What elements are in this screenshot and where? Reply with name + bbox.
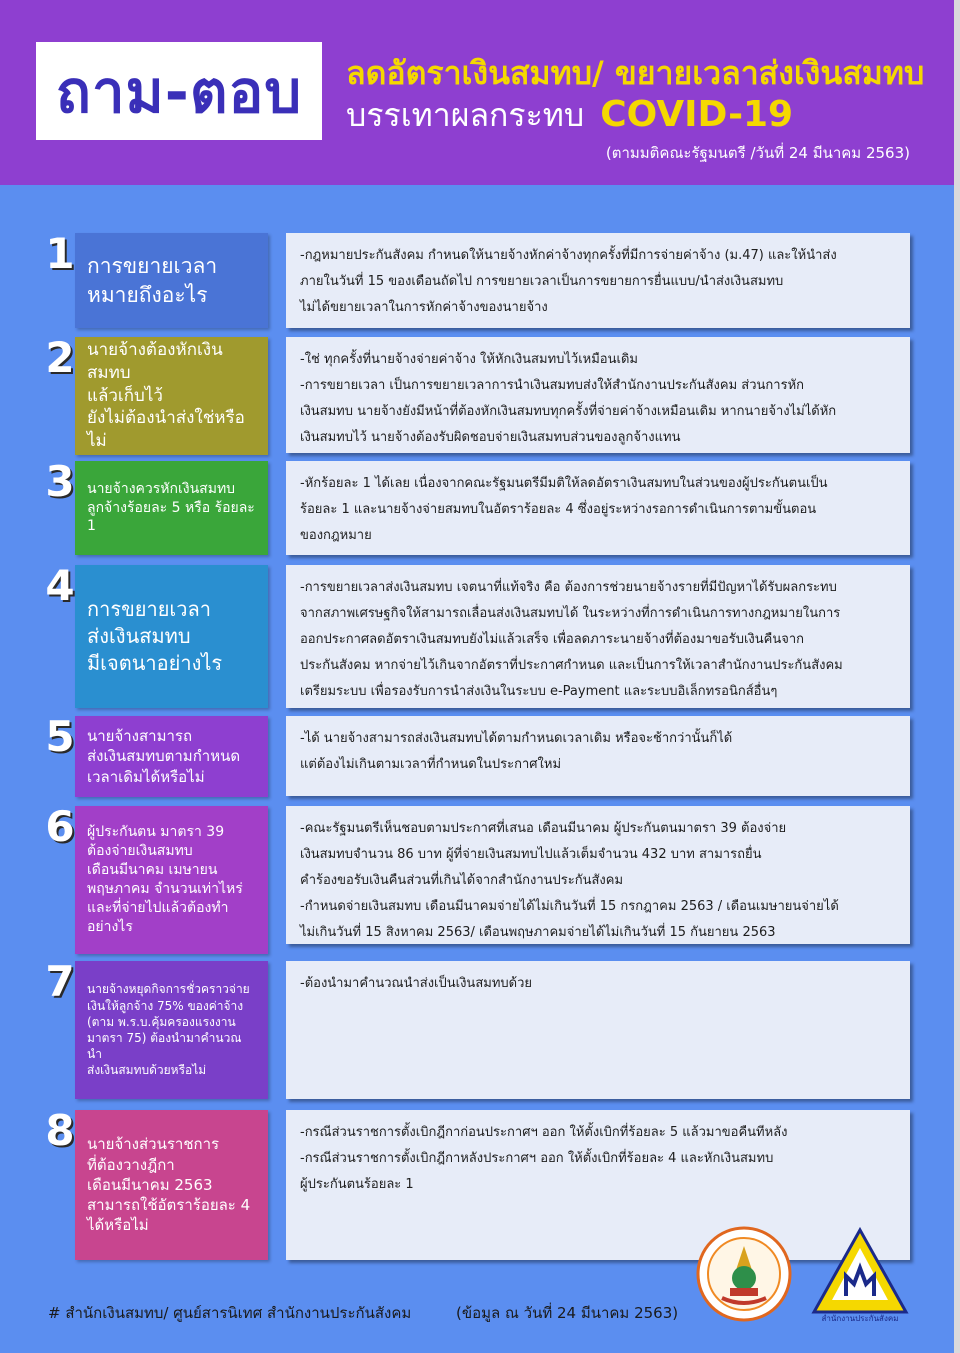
question-line: มาตรา 75) ต้องนำมาคำนวณนำ — [87, 1031, 242, 1062]
answer-box — [286, 233, 910, 328]
social-security-office-logo-icon — [810, 1226, 910, 1326]
question-line: เงินให้ลูกจ้าง 75% ของค่าจ้าง — [87, 998, 244, 1013]
answer-line: -การขยายเวลาส่งเงินสมทบ เจตนาที่แท้จริง คือ ต้องการช่วยนายจ้างรายที่มีปัญหาได้รับผลกระทบ — [300, 580, 837, 595]
answer-line: ไม่ได้ขยายเวลาในการหักค่าจ้างของนายจ้าง — [300, 300, 548, 315]
question-box — [75, 337, 268, 455]
question-line: ส่งเงินสมทบ — [87, 624, 191, 648]
answer-line: -หักร้อยละ 1 ได้เลย เนื่องจากคณะรัฐมนตรีมีมติให้ลดอัตราเงินสมทบในส่วนของผู้ประกันตนเป็น — [300, 476, 828, 491]
item-number: 1 — [45, 229, 75, 278]
answer-box — [286, 961, 910, 1099]
answer-line: ภายในวันที่ 15 ของเดือนถัดไป การขยายเวลาเป็นการขยายการยื่นแบบ/นำส่งเงินสมทบ — [300, 274, 784, 289]
question-box — [75, 1110, 268, 1260]
question-line: พฤษภาคม จำนวนเท่าไหร่ — [87, 881, 243, 897]
question-line: ได้หรือไม่ — [87, 1216, 149, 1235]
subtitle: (ตามมติคณะรัฐมนตรี /วันที่ 24 มีนาคม 2563) — [605, 144, 910, 162]
title-line2-text: บรรเทาผลกระทบ — [346, 96, 585, 134]
sso-caption: สำนักงานประกันสังคม — [821, 1314, 899, 1323]
answer-line: เตรียมระบบ เพื่อรองรับการนำส่งเงินในระบบ e-Payment และระบบอิเล็กทรอนิกส์อื่นๆ — [300, 684, 778, 699]
answer-line: -คณะรัฐมนตรีเห็นชอบตามประกาศที่เสนอ เดือนมีนาคม ผู้ประกันตนมาตรา 39 ต้องจ่าย — [300, 821, 787, 836]
item-number: 5 — [45, 712, 75, 761]
qa-logo: ถาม-ตอบ — [36, 42, 322, 140]
question-line: นายจ้างส่วนราชการ — [87, 1135, 220, 1154]
answer-line: เงินสมทบจำนวน 86 บาท ผู้ที่จ่ายเงินสมทบไปแล้วเต็มจำนวน 432 บาท สามารถยื่น — [300, 847, 762, 862]
question-line: ยังไม่ต้องนำส่งใช่หรือไม่ — [87, 408, 245, 452]
question-line: นายจ้างควรหักเงินสมทบ — [87, 480, 236, 497]
question-line: ส่งเงินสมทบตามกำหนด — [87, 747, 241, 766]
question-line: อย่างไร — [87, 918, 133, 935]
item-number: 7 — [45, 957, 75, 1006]
answer-line: ของกฎหมาย — [300, 528, 372, 543]
footer-date: (ข้อมูล ณ วันที่ 24 มีนาคม 2563) — [456, 1304, 679, 1322]
answer-line: -การขยายเวลา เป็นการขยายเวลาการนำเงินสมทบส่งให้สำนักงานประกันสังคม ส่วนการหัก — [300, 378, 805, 393]
answer-box — [286, 337, 910, 453]
answer-line: ไม่เกินวันที่ 15 สิงหาคม 2563/ เดือนพฤษภาคมจ่ายได้ไม่เกินวันที่ 15 กันยายน 2563 — [300, 925, 776, 940]
ministry-of-labour-seal-icon — [696, 1226, 792, 1322]
title-covid: COVID-19 — [600, 94, 794, 135]
question-line: สามารถใช้อัตราร้อยละ 4 — [87, 1196, 251, 1215]
answer-line: คำร้องขอรับเงินคืนส่วนที่เกินได้จากสำนักงานประกันสังคม — [300, 873, 624, 888]
title-line2 — [346, 90, 793, 141]
question-box — [75, 233, 268, 328]
question-line: แล้วเก็บไว้ — [87, 385, 163, 406]
answer-line: ร้อยละ 1 และนายจ้างจ่ายสมทบในอัตราร้อยละ 4 ซึ่งอยู่ระหว่างรอการดำเนินการตามขั้นตอน — [300, 502, 817, 517]
answer-line: จากสภาพเศรษฐกิจให้สามารถเลื่อนส่งเงินสมทบได้ ในระหว่างที่การดำเนินการทางกฎหมายในการ — [300, 606, 841, 621]
question-box — [75, 961, 268, 1099]
footer-source: # สำนักเงินสมทบ/ ศูนย์สารนิเทศ สำนักงานประกันสังคม — [48, 1304, 412, 1322]
question-line: เดือนมีนาคม เมษายน — [87, 862, 218, 879]
question-line: ต้องจ่ายเงินสมทบ — [87, 843, 193, 860]
question-box — [75, 806, 268, 954]
question-line: ส่งเงินสมทบด้วยหรือไม่ — [87, 1063, 207, 1078]
answer-line: แต่ต้องไม่เกินตามเวลาที่กำหนดในประกาศใหม่ — [300, 757, 562, 772]
answer-line: -กำหนดจ่ายเงินสมทบ เดือนมีนาคมจ่ายได้ไม่เกินวันที่ 15 กรกฎาคม 2563 / เดือนเมษายนจ่ายได้ — [300, 899, 839, 914]
question-line: การขยายเวลา — [87, 254, 218, 279]
answer-line: -ได้ นายจ้างสามารถส่งเงินสมทบได้ตามกำหนดเวลาเดิม หรือจะช้ากว่านั้นก็ได้ — [300, 731, 733, 746]
question-box — [75, 461, 268, 555]
header-banner — [0, 0, 954, 185]
answer-line: -กรณีส่วนราชการตั้งเบิกฎีกาก่อนประกาศฯ ออก ให้ตั้งเบิกที่ร้อยละ 5 แล้วมาขอคืนทีหลัง — [300, 1125, 788, 1140]
answer-box — [286, 716, 910, 796]
item-number: 2 — [45, 333, 75, 382]
answer-line: เงินสมทบไว้ นายจ้างต้องรับผิดชอบจ่ายเงินสมทบส่วนของลูกจ้างแทน — [300, 430, 681, 445]
question-line: เดือนมีนาคม 2563 — [87, 1175, 213, 1194]
question-line: (ตาม พ.ร.บ.คุ้มครองแรงงาน — [87, 1014, 236, 1029]
answer-box — [286, 565, 910, 708]
question-box — [75, 565, 268, 708]
question-line: ลูกจ้างร้อยละ 5 หรือ ร้อยละ 1 — [87, 499, 255, 535]
answer-line: ผู้ประกันตนร้อยละ 1 — [300, 1177, 414, 1192]
question-line: นายจ้างต้องหักเงินสมทบ — [87, 339, 223, 383]
item-number: 6 — [45, 802, 75, 851]
question-line: นายจ้างสามารถ — [87, 727, 193, 746]
answer-box — [286, 806, 910, 944]
answer-box — [286, 461, 910, 555]
question-box — [75, 716, 268, 797]
question-line: ที่ต้องวางฎีกา — [87, 1155, 175, 1174]
question-line: นายจ้างหยุดกิจการชั่วคราวจ่าย — [87, 982, 250, 997]
answer-line: เงินสมทบ นายจ้างยังมีหน้าที่ต้องหักเงินสมทบทุกครั้งที่จ่ายค่าจ้างเหมือนเดิม หากนายจ้างไม่ได้หัก — [300, 404, 837, 419]
answer-line: ออกประกาศลดอัตราเงินสมทบยังไม่แล้วเสร็จ เพื่อลดภาระนายจ้างที่ต้องมาขอรับเงินคืนจาก — [300, 632, 805, 647]
question-line: ผู้ประกันตน มาตรา 39 — [87, 824, 225, 841]
question-line: มีเจตนาอย่างไร — [87, 651, 223, 675]
item-number: 4 — [45, 561, 75, 610]
question-line: หมายถึงอะไร — [87, 282, 208, 307]
answer-line: ประกันสังคม หากจ่ายไว้เกินจากอัตราที่ประกาศกำหนด และเป็นการให้เวลาสำนักงานประกันสังคม — [300, 658, 843, 673]
item-number: 8 — [45, 1106, 75, 1155]
answer-line: -กรณีส่วนราชการตั้งเบิกฎีกาหลังประกาศฯ ออก ให้ตั้งเบิกที่ร้อยละ 4 และหักเงินสมทบ — [300, 1151, 774, 1166]
answer-line: -ต้องนำมาคำนวณนำส่งเป็นเงินสมทบด้วย — [300, 976, 533, 991]
title-line1: ลดอัตราเงินสมทบ/ ขยายเวลาส่งเงินสมทบ — [346, 54, 925, 92]
answer-line: -ใช่ ทุกครั้งที่นายจ้างจ่ายค่าจ้าง ให้หักเงินสมทบไว้เหมือนเดิม — [300, 352, 638, 367]
item-number: 3 — [45, 457, 75, 506]
answer-line: -กฎหมายประกันสังคม กำหนดให้นายจ้างหักค่าจ้างทุกครั้งที่มีการจ่ายค่าจ้าง (ม.47) และให้นำส่ง — [300, 248, 837, 263]
question-line: เวลาเดิมได้หรือไม่ — [87, 767, 205, 786]
question-line: และที่จ่ายไปแล้วต้องทำ — [87, 899, 229, 916]
question-line: การขยายเวลา — [87, 597, 211, 621]
